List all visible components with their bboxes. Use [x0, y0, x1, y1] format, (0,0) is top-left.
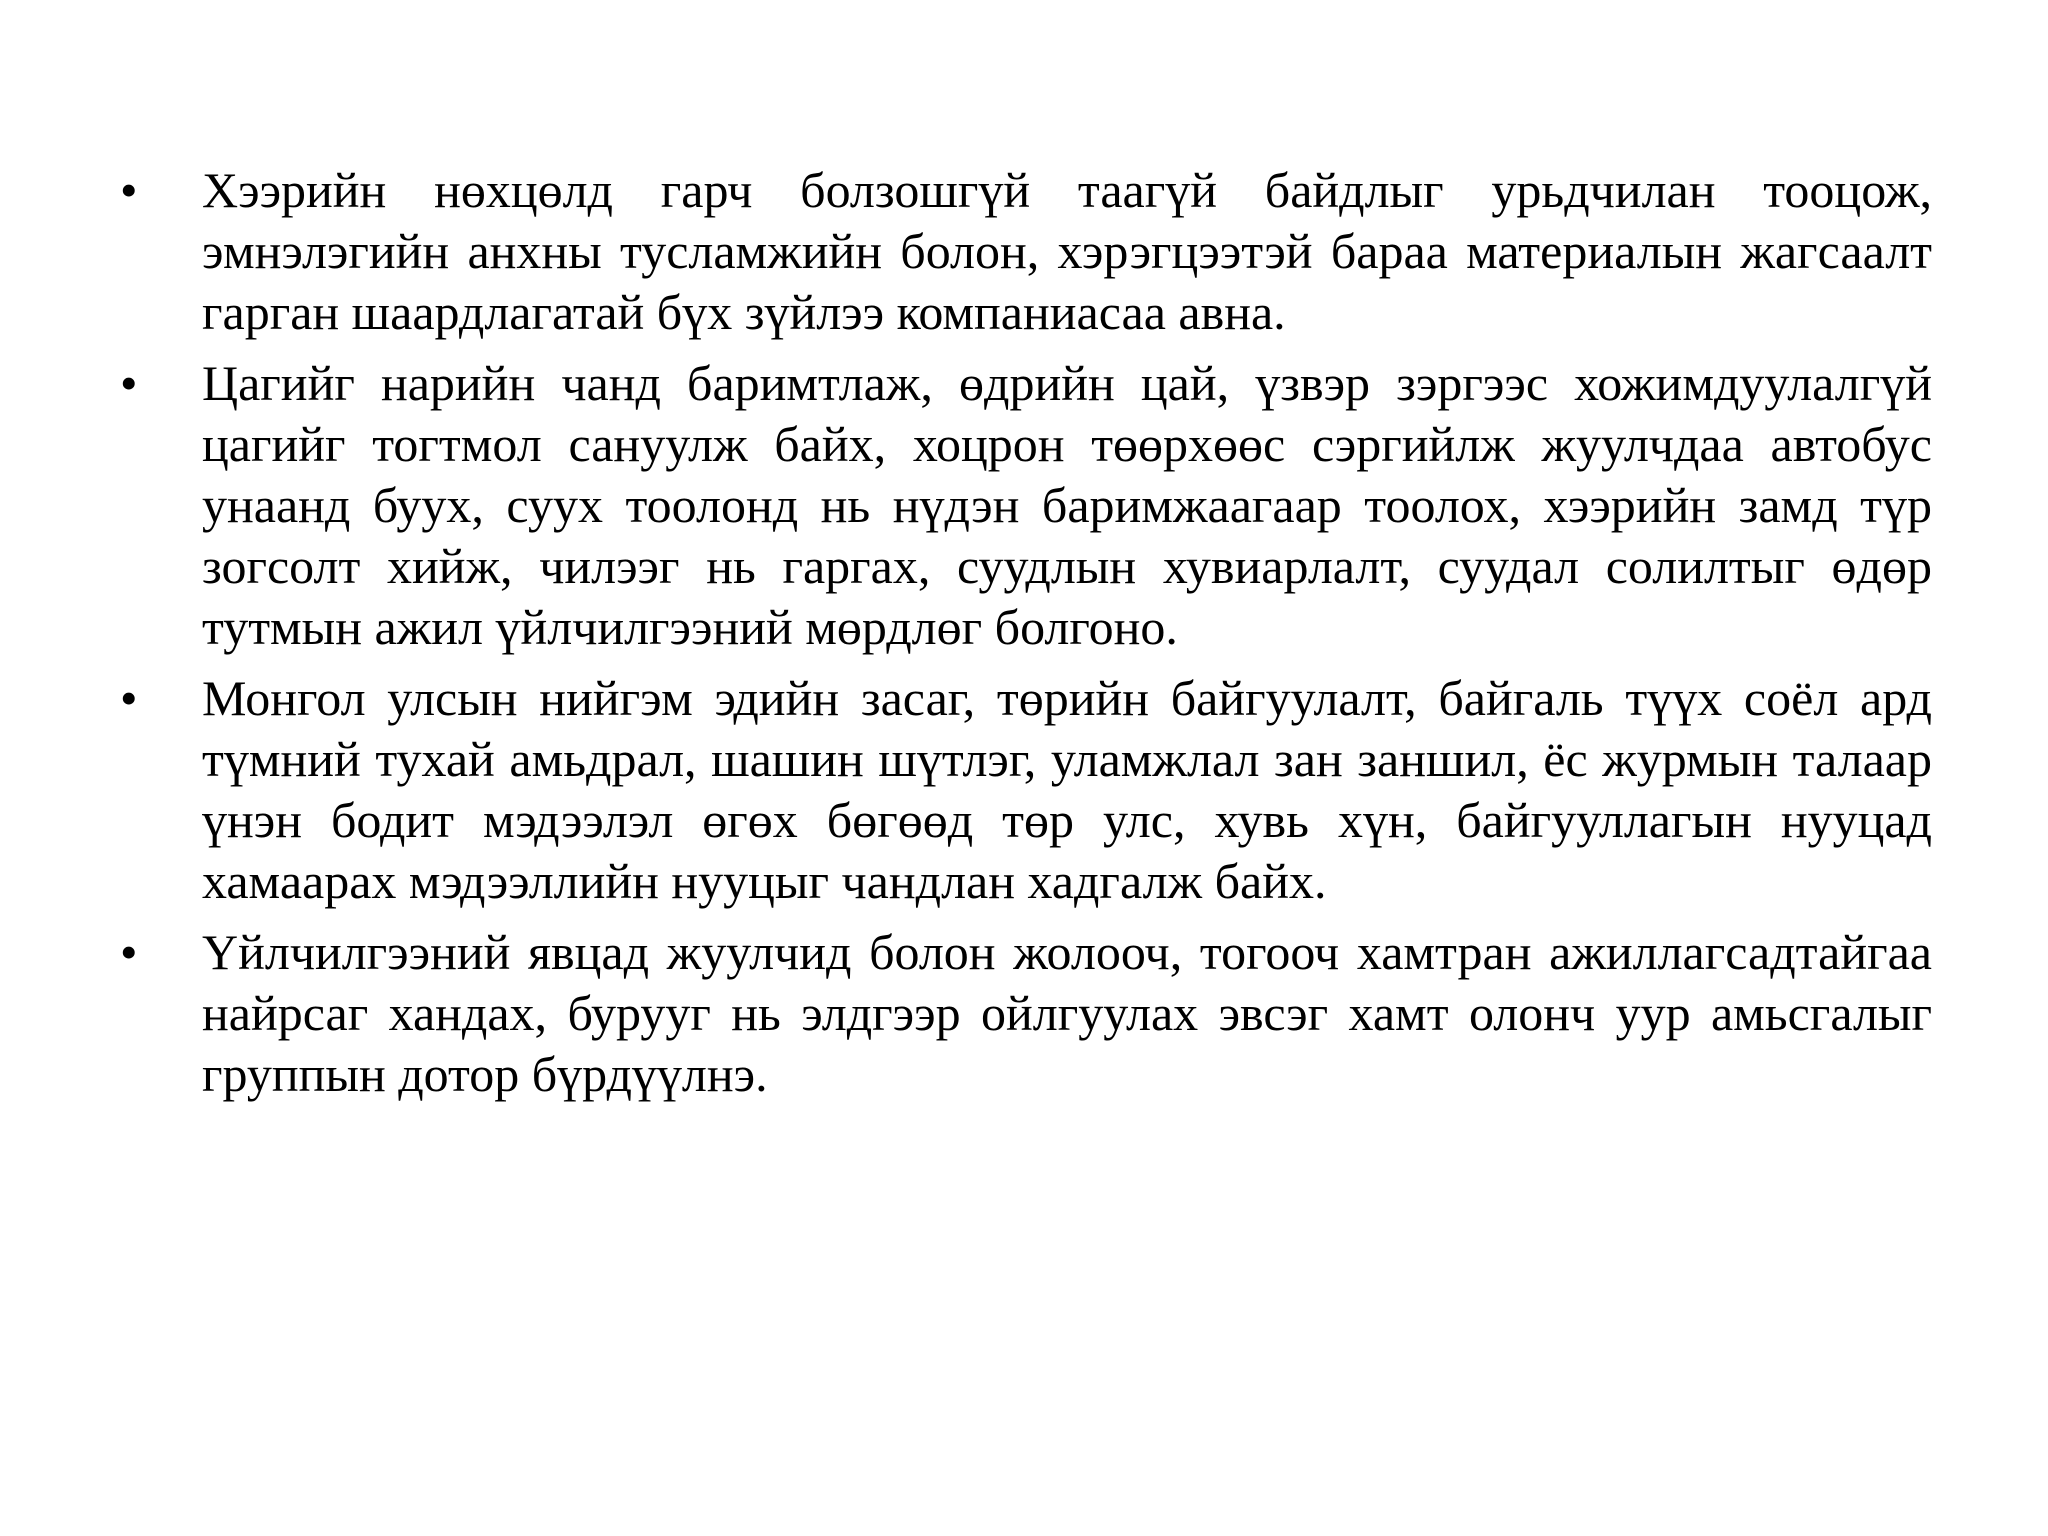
bullet-text-teamwork: Үйлчилгээний явцад жуулчид болон жолооч, тогооч хамтран ажиллагсадтайгаа найрсаг хандах, бурууг нь элдгээр ойлгуулах эвсэг хамт олонч уур амьсгалыг группын дотор бүрдүүлнэ. [202, 924, 1932, 1102]
bullet-item-information [120, 668, 1932, 912]
bullet-icon: • [120, 924, 138, 980]
bullet-icon: • [120, 162, 138, 218]
bullet-item-teamwork [120, 922, 1932, 1105]
bullet-icon: • [120, 670, 138, 726]
bullet-list [120, 160, 1932, 1115]
bullet-text-schedule: Цагийг нарийн чанд баримтлаж, өдрийн цай, үзвэр зэргээс хожимдуулалгүй цагийг тогтмол сануулж байх, хоцрон төөрхөөс сэргийлж жуулчдаа автобус унаанд буух, суух тоолонд нь нүдэн баримжаагаар тоолох, хээрийн замд түр зогсолт хийж, чилээг нь гаргах, суудлын хувиарлалт, суудал солилтыг өдөр тутмын ажил үйлчилгээний мөрдлөг болгоно. [202, 355, 1932, 655]
bullet-icon: • [120, 355, 138, 411]
bullet-text-preparation: Хээрийн нөхцөлд гарч болзошгүй таагүй байдлыг урьдчилан тооцож, эмнэлэгийн анхны тусламжийн болон, хэрэгцээтэй бараа материалын жагсаалт гарган шаардлагатай бүх зүйлээ компаниасаа авна. [202, 162, 1932, 340]
bullet-item-preparation [120, 160, 1932, 343]
bullet-text-information: Монгол улсын нийгэм эдийн засаг, төрийн байгуулалт, байгаль түүх соёл ард түмний тухай амьдрал, шашин шүтлэг, уламжлал зан заншил, ёс журмын талаар үнэн бодит мэдээлэл өгөх бөгөөд төр улс, хувь хүн, байгууллагын нууцад хамаарах мэдээллийн нууцыг чандлан хадгалж байх. [202, 670, 1932, 909]
bullet-item-schedule [120, 353, 1932, 658]
